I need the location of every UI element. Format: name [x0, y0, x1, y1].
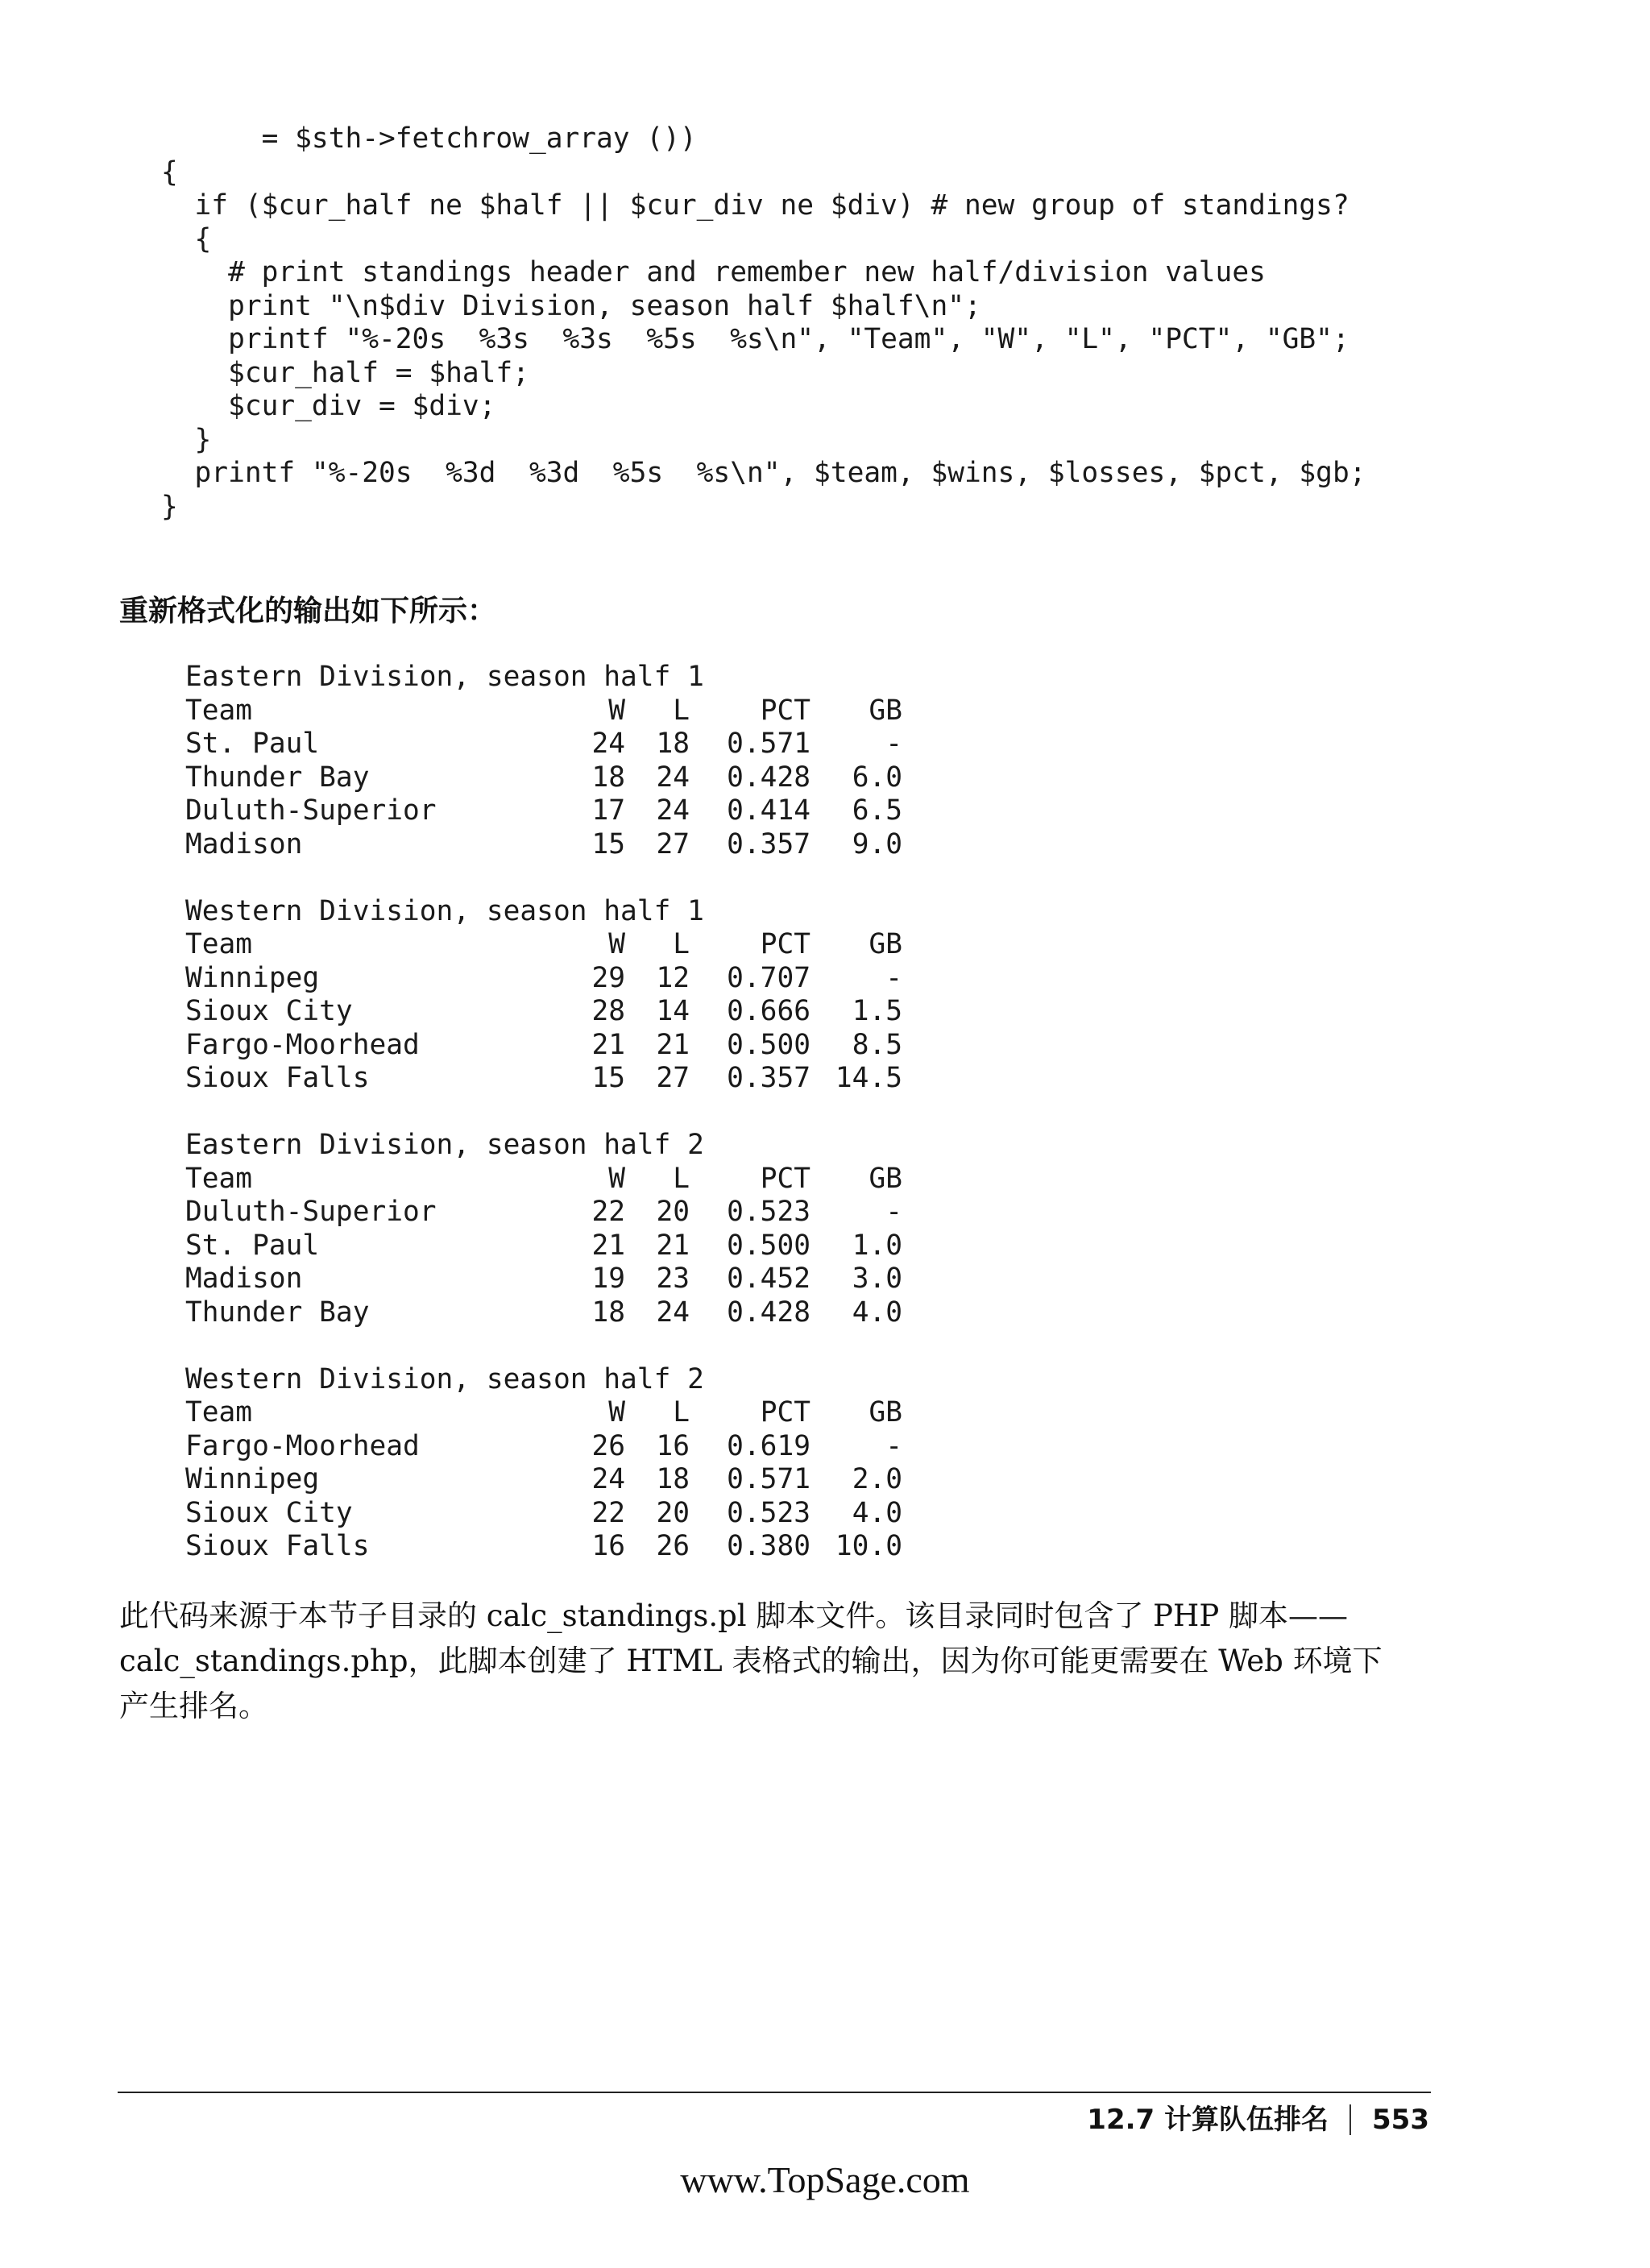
standings-output — [185, 661, 991, 1597]
wins: 24 — [591, 728, 625, 760]
standings-row — [185, 1263, 991, 1296]
team-name: Fargo-Moorhead — [185, 1429, 420, 1462]
games-behind: 3.0 — [852, 1263, 902, 1295]
losses: 27 — [656, 1062, 690, 1094]
code-line: { — [161, 155, 178, 189]
losses: 16 — [656, 1429, 690, 1462]
pct: 0.500 — [727, 1229, 810, 1262]
standings-row — [185, 1497, 991, 1531]
section-title: 12.7 计算队伍排名 — [1087, 2104, 1329, 2136]
standings-row — [185, 1029, 991, 1063]
standings-row — [185, 1062, 991, 1096]
team-name: Sioux City — [185, 995, 353, 1027]
wins: 18 — [591, 1296, 625, 1329]
standings-group — [185, 1129, 991, 1329]
losses: 27 — [656, 827, 690, 860]
pct: 0.414 — [727, 794, 810, 827]
wins: 26 — [591, 1429, 625, 1462]
wins: 21 — [591, 1229, 625, 1262]
wins: 15 — [591, 827, 625, 860]
pct: 0.571 — [727, 1463, 810, 1495]
games-behind: 8.5 — [852, 1028, 902, 1061]
pct: 0.357 — [727, 827, 810, 860]
running-footer — [1087, 2100, 1429, 2140]
pct: 0.357 — [727, 1062, 810, 1094]
header-gb: GB — [869, 928, 902, 960]
games-behind: 4.0 — [852, 1496, 902, 1529]
page-number: 553 — [1372, 2104, 1429, 2136]
code-line: # print standings header and remember new half/division values — [161, 256, 1266, 288]
team-name: Duluth-Superior — [185, 794, 437, 827]
code-line: if ($cur_half ne $half || $cur_div ne $div) # new group of standings? — [161, 189, 1349, 222]
standings-row — [185, 962, 991, 996]
footer-separator — [1349, 2104, 1351, 2135]
pct: 0.571 — [727, 728, 810, 760]
pct: 0.428 — [727, 1296, 810, 1329]
losses: 24 — [656, 761, 690, 794]
code-block — [161, 122, 1450, 524]
code-line: $cur_half = $half; — [161, 356, 529, 389]
header-team: Team — [185, 1162, 253, 1195]
games-behind: 2.0 — [852, 1463, 902, 1495]
code-line: = $sth->fetchrow_array ()) — [161, 122, 697, 155]
pct: 0.523 — [727, 1196, 810, 1228]
team-name: Sioux Falls — [185, 1062, 370, 1094]
wins: 28 — [591, 995, 625, 1027]
pct: 0.523 — [727, 1496, 810, 1529]
header-pct: PCT — [760, 1162, 810, 1195]
column-header-row — [185, 928, 991, 962]
code-line: $cur_div = $div; — [161, 390, 496, 422]
team-name: Fargo-Moorhead — [185, 1028, 420, 1061]
team-name: Sioux Falls — [185, 1530, 370, 1562]
body-paragraph: 此代码来源于本节子目录的 calc_standings.pl 脚本文件。该目录同时包含了 PHP 脚本——calc_standings.php，此脚本创建了 HTML 表格式的输出，因为你可能更需要在 Web 环境下产生排名。 — [119, 1598, 1383, 1723]
games-behind: 14.5 — [835, 1062, 902, 1094]
pct: 0.380 — [727, 1530, 810, 1562]
header-pct: PCT — [760, 694, 810, 727]
losses: 26 — [656, 1530, 690, 1562]
standings-row — [185, 761, 991, 795]
team-name: Duluth-Superior — [185, 1196, 437, 1228]
pct: 0.452 — [727, 1263, 810, 1295]
team-name: Thunder Bay — [185, 1296, 370, 1329]
losses: 21 — [656, 1229, 690, 1262]
intro-text: 重新格式化的输出如下所示： — [119, 595, 497, 628]
standings-row — [185, 1296, 991, 1330]
group-title: Eastern Division, season half 1 — [185, 661, 704, 693]
wins: 15 — [591, 1062, 625, 1094]
team-name: Winnipeg — [185, 961, 320, 994]
standings-row — [185, 1196, 991, 1229]
wins: 16 — [591, 1530, 625, 1562]
footer-rule — [118, 2092, 1431, 2093]
header-w: W — [608, 1396, 625, 1428]
wins: 29 — [591, 961, 625, 994]
games-behind: 10.0 — [835, 1530, 902, 1562]
code-line: printf "%-20s %3d %3d %5s %s\n", $team, $wins, $losses, $pct, $gb; — [161, 457, 1366, 489]
losses: 20 — [656, 1496, 690, 1529]
column-header-row — [185, 1396, 991, 1430]
standings-group — [185, 1363, 991, 1564]
header-pct: PCT — [760, 1396, 810, 1428]
standings-row — [185, 1430, 991, 1464]
header-gb: GB — [869, 694, 902, 727]
losses: 23 — [656, 1263, 690, 1295]
standings-row — [185, 728, 991, 761]
code-line: } — [161, 490, 178, 523]
games-behind: 1.5 — [852, 995, 902, 1027]
wins: 17 — [591, 794, 625, 827]
pct: 0.500 — [727, 1028, 810, 1061]
standings-row — [185, 794, 991, 828]
code-line: print "\n$div Division, season half $half\n"; — [161, 289, 981, 322]
team-name: St. Paul — [185, 728, 320, 760]
losses: 18 — [656, 728, 690, 760]
header-team: Team — [185, 928, 253, 960]
pct: 0.707 — [727, 961, 810, 994]
header-l: L — [673, 694, 690, 727]
losses: 20 — [656, 1196, 690, 1228]
header-team: Team — [185, 694, 253, 727]
games-behind: 1.0 — [852, 1229, 902, 1262]
games-behind: 6.0 — [852, 761, 902, 794]
column-header-row — [185, 694, 991, 728]
standings-group — [185, 661, 991, 861]
team-name: Sioux City — [185, 1496, 353, 1529]
wins: 19 — [591, 1263, 625, 1295]
team-name: St. Paul — [185, 1229, 320, 1262]
games-behind: 9.0 — [852, 827, 902, 860]
wins: 22 — [591, 1496, 625, 1529]
wins: 18 — [591, 761, 625, 794]
column-header-row — [185, 1163, 991, 1196]
group-title: Western Division, season half 1 — [185, 894, 704, 927]
header-w: W — [608, 928, 625, 960]
header-w: W — [608, 694, 625, 727]
header-team: Team — [185, 1396, 253, 1428]
header-l: L — [673, 1396, 690, 1428]
losses: 24 — [656, 794, 690, 827]
standings-row — [185, 1463, 991, 1497]
losses: 24 — [656, 1296, 690, 1329]
standings-row — [185, 828, 991, 862]
games-behind: 6.5 — [852, 794, 902, 827]
pct: 0.428 — [727, 761, 810, 794]
games-behind: - — [885, 1429, 902, 1462]
header-gb: GB — [869, 1396, 902, 1428]
pct: 0.619 — [727, 1429, 810, 1462]
losses: 14 — [656, 995, 690, 1027]
header-l: L — [673, 928, 690, 960]
standings-group — [185, 895, 991, 1096]
losses: 18 — [656, 1463, 690, 1495]
wins: 22 — [591, 1196, 625, 1228]
team-name: Winnipeg — [185, 1463, 320, 1495]
code-line: printf "%-20s %3s %3s %5s %s\n", "Team", "W", "L", "PCT", "GB"; — [161, 323, 1349, 355]
group-title: Western Division, season half 2 — [185, 1362, 704, 1395]
pct: 0.666 — [727, 995, 810, 1027]
group-title: Eastern Division, season half 2 — [185, 1129, 704, 1161]
standings-row — [185, 1229, 991, 1263]
team-name: Madison — [185, 827, 303, 860]
games-behind: - — [885, 1196, 902, 1228]
header-gb: GB — [869, 1162, 902, 1195]
header-pct: PCT — [760, 928, 810, 960]
wins: 21 — [591, 1028, 625, 1061]
team-name: Madison — [185, 1263, 303, 1295]
standings-row — [185, 995, 991, 1029]
code-line: } — [161, 423, 212, 456]
wins: 24 — [591, 1463, 625, 1495]
losses: 21 — [656, 1028, 690, 1061]
losses: 12 — [656, 961, 690, 994]
team-name: Thunder Bay — [185, 761, 370, 794]
header-w: W — [608, 1162, 625, 1195]
games-behind: - — [885, 728, 902, 760]
games-behind: 4.0 — [852, 1296, 902, 1329]
watermark-url: www.TopSage.com — [680, 2159, 970, 2200]
code-line: { — [161, 222, 212, 255]
standings-row — [185, 1530, 991, 1564]
games-behind: - — [885, 961, 902, 994]
header-l: L — [673, 1162, 690, 1195]
